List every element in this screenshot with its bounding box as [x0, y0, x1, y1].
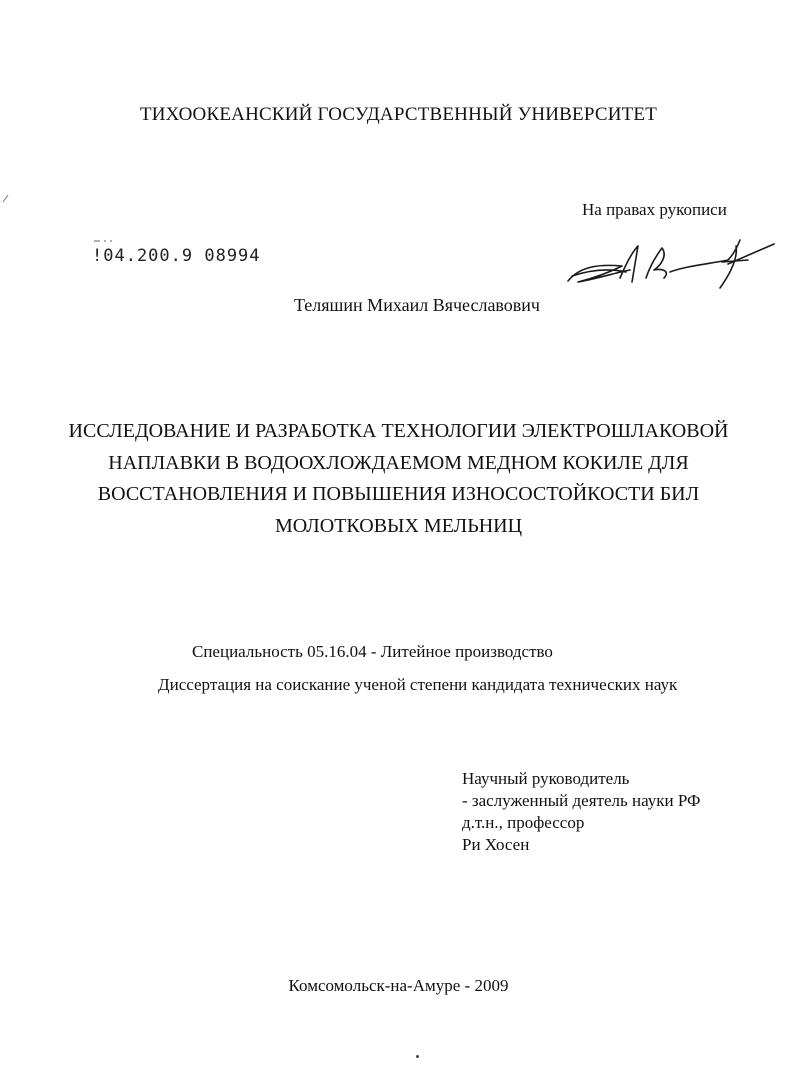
title-line: МОЛОТКОВЫХ МЕЛЬНИЦ	[274, 514, 523, 537]
university-name: ТИХООКЕАНСКИЙ ГОСУДАРСТВЕННЫЙ УНИВЕРСИТЕТ	[139, 104, 658, 125]
supervisor-name: Ри Хосен	[462, 835, 530, 854]
city-year: Комсомольск-на-Амуре - 2009	[288, 976, 509, 995]
stray-mark	[2, 190, 10, 200]
author-name: Теляшин Михаил Вячеславович	[294, 295, 540, 315]
specialty: Специальность 05.16.04 - Литейное производство	[192, 642, 553, 661]
handwritten-signature-icon	[560, 226, 780, 296]
registry-number: !04.200.9 08994	[92, 246, 261, 266]
registry-stamp-marks	[92, 236, 132, 246]
title-line: ВОССТАНОВЛЕНИЯ И ПОВЫШЕНИЯ ИЗНОСОСТОЙКОСТИ БИЛ	[97, 483, 700, 505]
title-line: НАПЛАВКИ В ВОДООХЛОЖДАЕМОМ МЕДНОМ КОКИЛЕ ДЛЯ	[108, 451, 689, 474]
supervisor-line: Научный руководитель	[462, 769, 630, 788]
dissertation-title	[0, 416, 797, 542]
title-line: ИССЛЕДОВАНИЕ И РАЗРАБОТКА ТЕХНОЛОГИИ ЭЛЕКТРОШЛАКОВОЙ	[68, 420, 729, 442]
manuscript-note: На правах рукописи	[582, 200, 727, 219]
supervisor-line: - заслуженный деятель науки РФ	[462, 791, 701, 810]
stray-dot	[416, 1055, 419, 1058]
supervisor-line: д.т.н., профессор	[462, 813, 585, 832]
supervisor-block	[462, 768, 700, 856]
dissertation-degree: Диссертация на соискание ученой степени кандидата технических наук	[158, 675, 678, 694]
